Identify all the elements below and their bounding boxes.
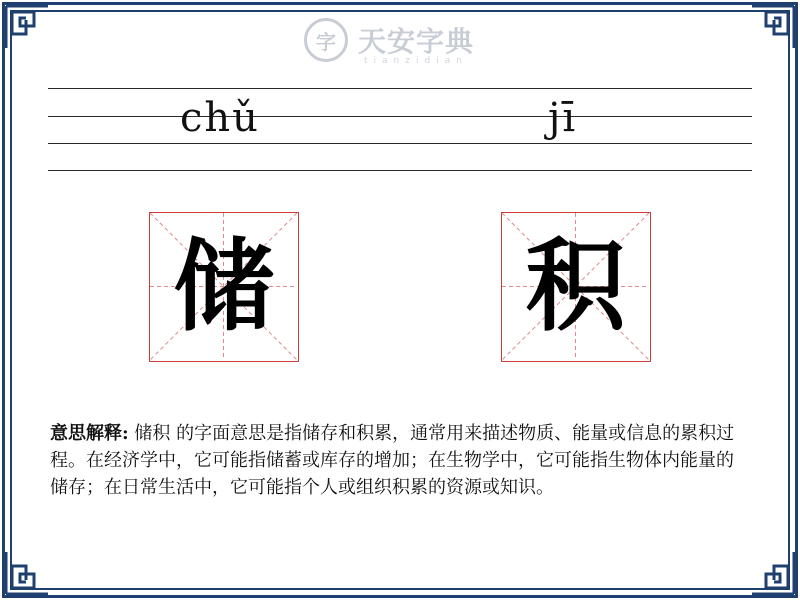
staff-line xyxy=(48,88,752,89)
character-first: 储 xyxy=(173,227,274,345)
corner-ornament-top-left xyxy=(4,4,50,50)
staff-line xyxy=(48,170,752,171)
explanation-text: 储积 的字面意思是指储存和积累，通常用来描述物质、能量或信息的累积过程。在经济学中，它可能指储蓄或库存的增加；在生物学中，它可能指生物体内能量的储存；在日常生活中，它可能指个人或组织积累的资源或知识。 xyxy=(50,423,735,498)
explanation-label: 意思解释: xyxy=(50,423,129,444)
pinyin-staff xyxy=(48,88,752,172)
character-grid-second xyxy=(501,212,651,362)
meaning-explanation xyxy=(50,420,750,501)
character-second: 积 xyxy=(525,227,626,345)
corner-ornament-bottom-left xyxy=(4,550,50,596)
character-grid-first xyxy=(149,212,299,362)
logo-emblem-icon: 字 xyxy=(304,18,348,62)
site-logo xyxy=(300,14,500,70)
pinyin-first: chǔ xyxy=(180,95,260,141)
pinyin-second: jī xyxy=(548,95,578,141)
corner-ornament-top-right xyxy=(750,4,796,50)
logo-title: 天安字典 xyxy=(358,25,475,58)
staff-line xyxy=(48,143,752,144)
staff-line xyxy=(48,116,752,117)
logo-subtitle: tianzidian xyxy=(364,56,468,66)
corner-ornament-bottom-right xyxy=(750,550,796,596)
